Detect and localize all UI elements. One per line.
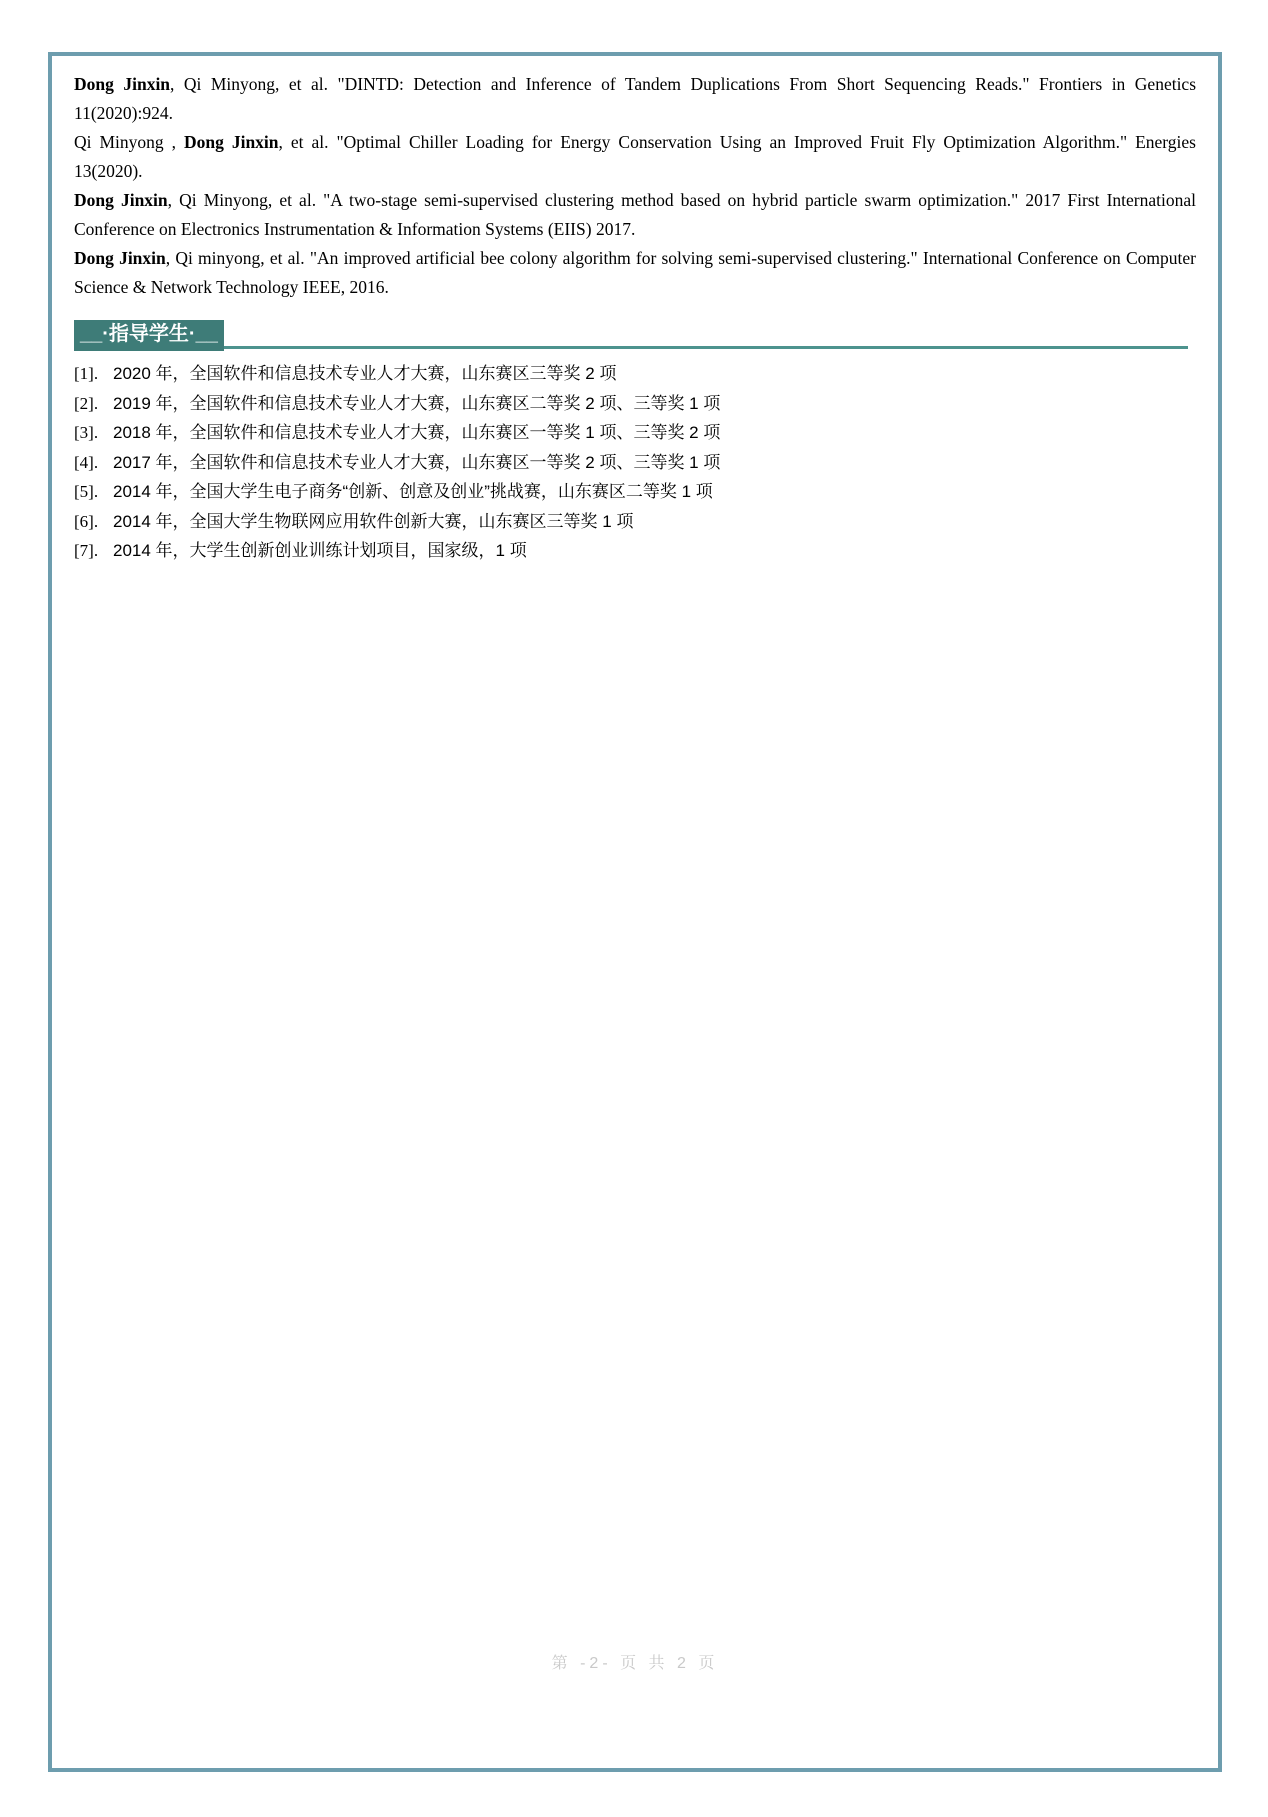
list-item <box>74 389 1196 419</box>
publication-text: , Qi Minyong, et al. "DINTD: Detection and Inference of Tandem Duplications From Short Sequencing Reads." Frontiers in Genetics 11(2020):924. <box>74 74 1197 123</box>
page-frame <box>48 52 1222 1772</box>
list-item-text: 2019 年，全国软件和信息技术专业人才大赛，山东赛区二等奖 2 项、三等奖 1 项 <box>113 393 721 413</box>
list-item <box>74 359 1196 389</box>
list-item-number: [2]. <box>74 393 99 413</box>
list-item-number: [5]. <box>74 482 99 501</box>
author-name-bold: Dong Jinxin <box>74 190 168 210</box>
list-item <box>74 477 1196 507</box>
publication-text: , et al. "Optimal Chiller Loading for Energy Conservation Using an Improved Fruit Fly Optimization Algorithm." Energies 13(2020). <box>74 132 1196 181</box>
page-number: 第 -2- 页 共 2 页 <box>551 1655 719 1672</box>
list-item-number: [4]. <box>74 452 99 472</box>
author-name-bold: Dong Jinxin <box>74 248 166 268</box>
publication-text: , Qi Minyong, et al. "A two-stage semi-supervised clustering method based on hybrid particle swarm optimization." 2017 First International Conference on Electronics Instrumentation & Information Systems (EIIS) 2017. <box>74 190 1197 239</box>
list-item-number: [7]. <box>74 541 99 560</box>
publication-entry <box>74 244 1196 302</box>
list-item-number: [3]. <box>74 423 99 442</box>
publication-entry <box>74 128 1196 186</box>
section-title: __·指导学生·__ <box>74 320 224 351</box>
list-item-text: 2018 年，全国软件和信息技术专业人才大赛，山东赛区一等奖 1 项、三等奖 2 项 <box>113 423 721 442</box>
list-item <box>74 536 1196 566</box>
section-divider-line <box>74 346 1188 349</box>
awards-list <box>74 359 1196 566</box>
list-item-text: 2014 年，全国大学生电子商务“创新、创意及创业”挑战赛，山东赛区二等奖 1 项 <box>113 482 713 501</box>
list-item-text: 2020 年，全国软件和信息技术专业人才大赛，山东赛区三等奖 2 项 <box>113 364 617 383</box>
publications <box>74 70 1196 302</box>
list-item <box>74 507 1196 537</box>
page-content <box>52 56 1218 566</box>
publication-text: Qi Minyong , <box>74 132 184 152</box>
author-name-bold: Dong Jinxin <box>183 132 279 152</box>
list-item-text: 2017 年，全国软件和信息技术专业人才大赛，山东赛区一等奖 2 项、三等奖 1 项 <box>113 452 721 472</box>
author-name-bold: Dong Jinxin <box>74 74 171 94</box>
section-header <box>74 320 1196 351</box>
list-item-text: 2014 年，大学生创新创业训练计划项目，国家级，1 项 <box>113 541 527 560</box>
list-item <box>74 448 1196 478</box>
publication-text: , Qi minyong, et al. "An improved artificial bee colony algorithm for solving semi-supervised clustering." International Conference on Computer Science & Network Technology IEEE, 2016. <box>74 248 1197 297</box>
publication-entry <box>74 70 1196 128</box>
publication-entry <box>74 186 1196 244</box>
list-item <box>74 418 1196 448</box>
list-item-text: 2014 年，全国大学生物联网应用软件创新大赛，山东赛区三等奖 1 项 <box>113 511 634 531</box>
list-item-number: [6]. <box>74 511 99 531</box>
list-item-number: [1]. <box>74 364 99 383</box>
